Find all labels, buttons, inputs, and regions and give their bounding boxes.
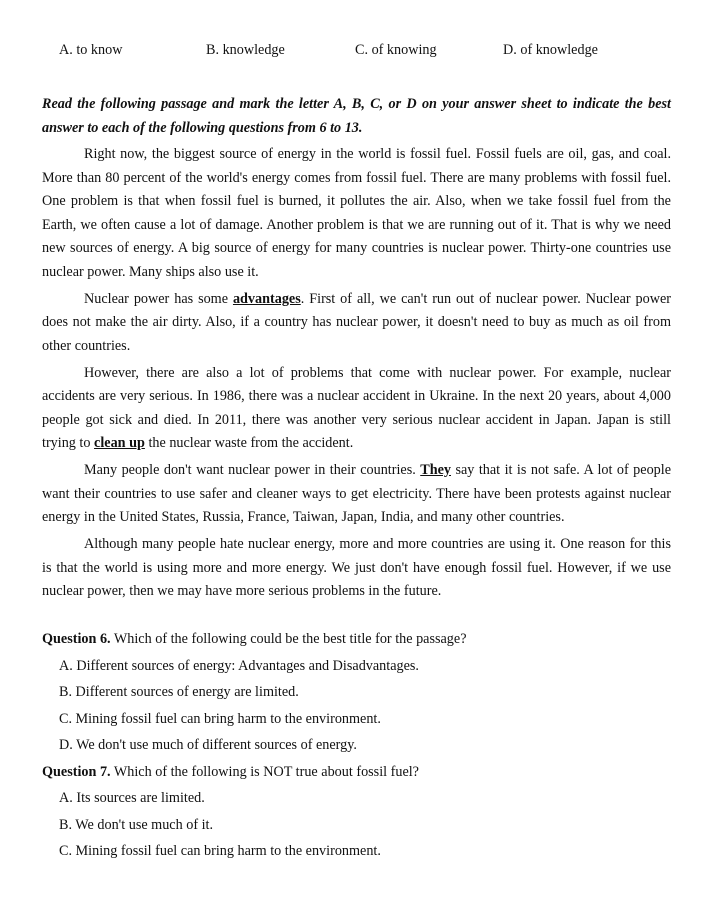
passage-paragraph-2: [42, 288, 671, 359]
passage-paragraph-3: [42, 362, 671, 456]
text-segment: the nuclear waste from the accident.: [144, 435, 354, 451]
option-text: to know: [76, 42, 123, 58]
text-segment: Many people don't want nuclear power in their countries.: [84, 462, 421, 478]
text-segment: However, there are also a lot of problems that come with nuclear power. For example, nuclear accidents are very serious. In 1986, there was a nuclear accident in Ukraine. In the next 20 years, about 4,000 people got sick and died. In 2011, there was another very serious nuclear accident in Japan. Japan is still trying to: [42, 364, 671, 451]
answer-option: D. We don't use much of different sources of energy.: [59, 737, 357, 753]
option-letter: A.: [59, 42, 73, 58]
text-segment: Nuclear power has some: [84, 290, 233, 307]
passage-paragraph-4: [42, 459, 671, 530]
option-text: of knowing: [371, 42, 437, 58]
keyword-advantages: advantages: [232, 290, 301, 307]
answer-option: B. Different sources of energy are limited.: [59, 684, 299, 700]
answer-option: A. Different sources of energy: Advantages and Disadvantages.: [59, 657, 419, 674]
option-d: [503, 42, 598, 59]
keyword-they: They: [420, 462, 451, 478]
question-7: [42, 759, 671, 786]
keyword-clean-up: clean up: [94, 435, 145, 451]
option-letter: C.: [355, 42, 369, 58]
answer-option: C. Mining fossil fuel can bring harm to the environment.: [59, 843, 381, 859]
text-segment: say that it is not safe. A lot of people want their countries to use safer and cleaner ways to get electricity. There have been protests against nuclear energy in the United States, Russia, France, Taiwan, Japan, India, and many other countries.: [42, 462, 671, 525]
passage-paragraph-5: Although many people hate nuclear energy, more and more countries are using it. One reason for this is that the world is using more and more energy. We just don't have enough fossil fuel. However, if we use nuclear power, then we may have more serious problems in the future.: [42, 536, 671, 599]
question-6: [42, 626, 671, 653]
question-list: [42, 626, 671, 865]
text-segment: . First of all, we can't run out of nuclear power. Nuclear power does not make the air dirty. Also, if a country has nuclear power, it doesn't need to buy as much as oil from other countries.: [42, 290, 671, 354]
question-number: Question 7.: [42, 763, 111, 780]
question-text: Which of the following is NOT true about fossil fuel?: [110, 763, 419, 780]
answer-option: A. Its sources are limited.: [59, 790, 205, 806]
question-text: Which of the following could be the best title for the passage?: [110, 631, 467, 647]
option-c: [355, 42, 437, 59]
previous-question-options: [42, 42, 671, 62]
option-text: of knowledge: [520, 42, 598, 58]
question-number: Question 6.: [42, 631, 111, 647]
option-b: [206, 42, 285, 59]
reading-instruction: Read the following passage and mark the letter A, B, C, or D on your answer sheet to indicate the best answer to each of the following questions from 6 to 13.: [42, 96, 671, 136]
passage-paragraph-1: Right now, the biggest source of energy in the world is fossil fuel. Fossil fuels are oil, gas, and coal. More than 80 percent of the world's energy comes from fossil fuel. There are many problems with fossil fuel. One problem is that when fossil fuel is burned, it pollutes the air. Also, when we take fossil fuel from the Earth, we often cause a lot of damage. Another problem is that we are running out of it. That is why we need new sources of energy. A big source of energy for many countries is nuclear power. Thirty-one countries use nuclear power. Many ships also use it.: [42, 146, 671, 280]
answer-option: C. Mining fossil fuel can bring harm to the environment.: [59, 710, 381, 727]
option-a: [59, 42, 122, 59]
option-letter: D.: [503, 42, 517, 58]
reading-passage: [42, 143, 671, 607]
option-text: knowledge: [222, 42, 285, 58]
option-letter: B.: [206, 42, 220, 58]
answer-option: B. We don't use much of it.: [59, 816, 214, 833]
